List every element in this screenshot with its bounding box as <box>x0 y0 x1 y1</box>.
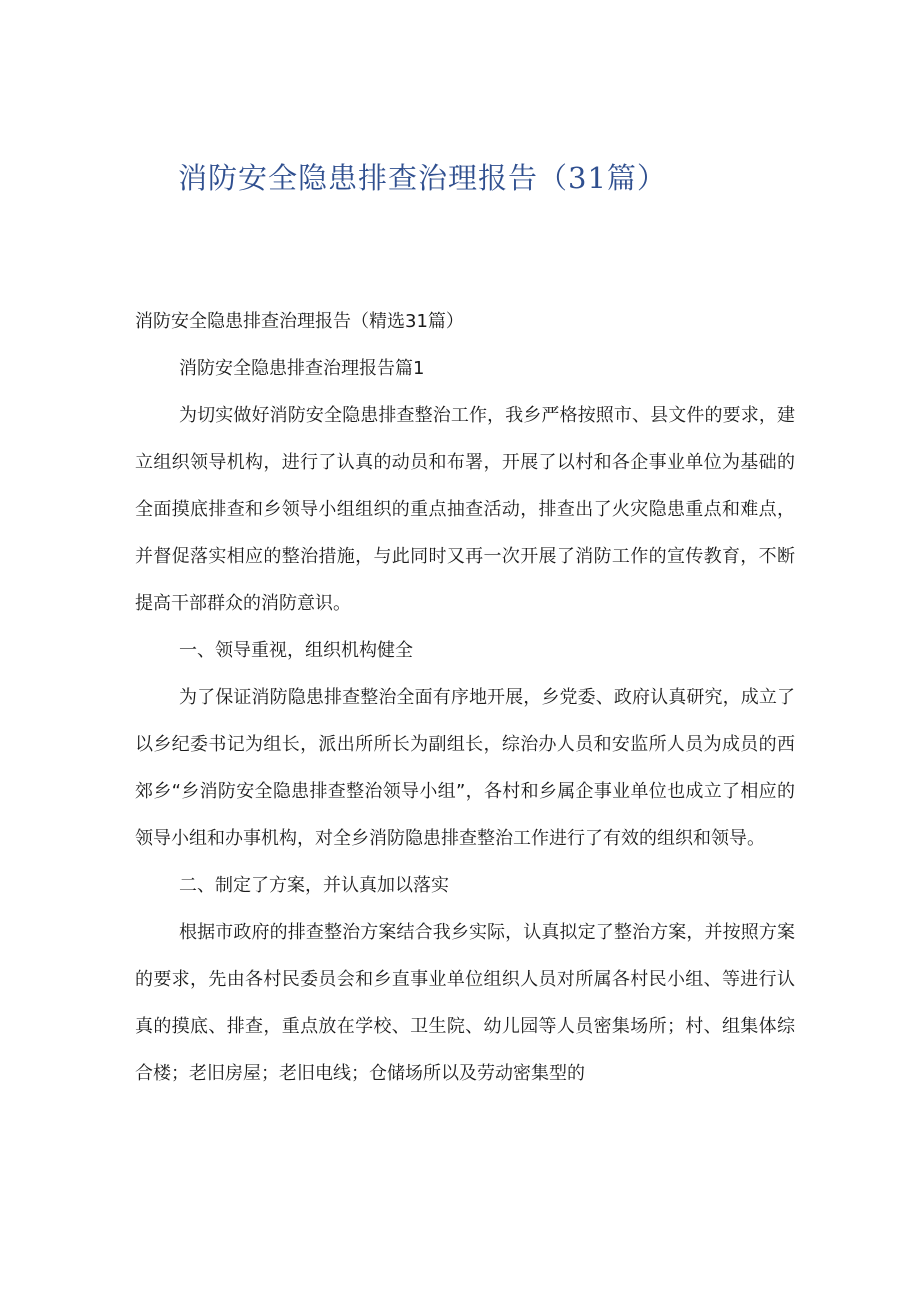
section-heading: 一、领导重视，组织机构健全 <box>179 640 413 661</box>
section-heading: 二、制定了方案，并认真加以落实 <box>179 875 449 896</box>
document-title: 消防安全隐患排查治理报告（31篇） <box>178 161 667 195</box>
section-title: 消防安全隐患排查治理报告篇1 <box>179 358 425 379</box>
body-paragraph: 为了保证消防隐患排查整治全面有序地开展，乡党委、政府认真研究，成立了以乡纪委书记为组长，派出所所长为副组长，综治办人员和安监所人员为成员的西郊乡“乡消防安全隐患排查整治领导小组”，各村和乡属企事业单位也成立了相应的领导小组和办事机构，对全乡消防隐患排查整治工作进行了有效的组织和领导。 <box>135 687 795 849</box>
document-body <box>135 298 795 1097</box>
body-paragraph: 根据市政府的排查整治方案结合我乡实际，认真拟定了整治方案，并按照方案的要求，先由各村民委员会和乡直事业单位组织人员对所属各村民小组、等进行认真的摸底、排查，重点放在学校、卫生院、幼儿园等人员密集场所；村、组集体综合楼；老旧房屋；老旧电线；仓储场所以及劳动密集型的 <box>135 922 795 1084</box>
body-paragraph: 为切实做好消防安全隐患排查整治工作，我乡严格按照市、县文件的要求，建立组织领导机构，进行了认真的动员和布署，开展了以村和各企事业单位为基础的全面摸底排查和乡领导小组组织的重点抽查活动，排查出了火灾隐患重点和难点，并督促落实相应的整治措施，与此同时又再一次开展了消防工作的宣传教育，不断提高干部群众的消防意识。 <box>135 405 795 614</box>
document-subtitle: 消防安全隐患排查治理报告（精选31篇） <box>135 311 464 332</box>
